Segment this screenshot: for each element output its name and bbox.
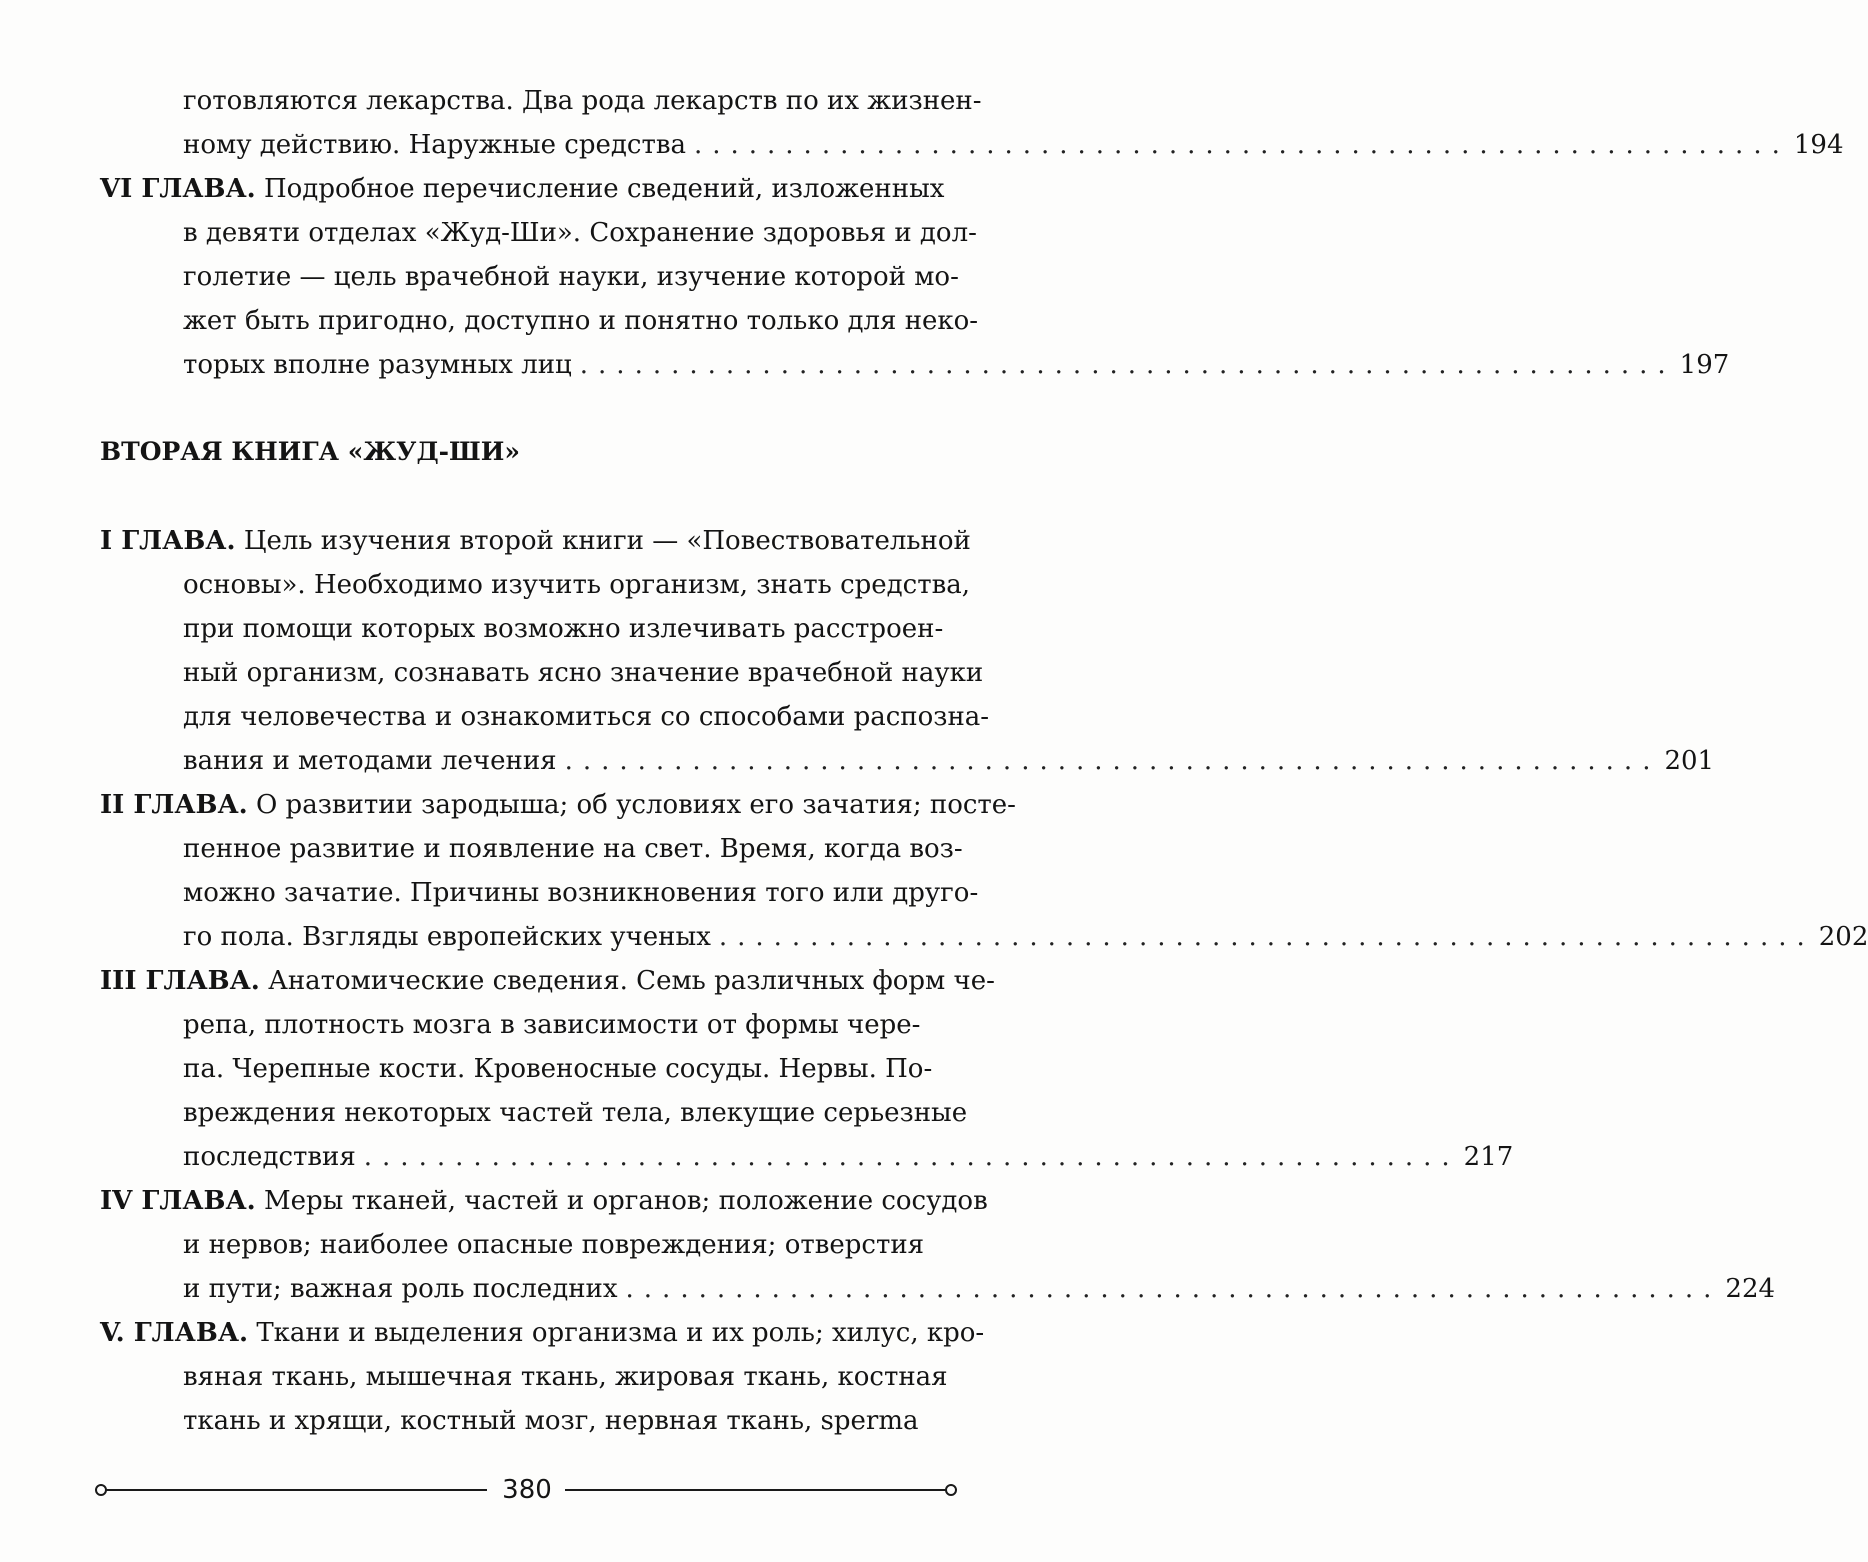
toc-line [100, 783, 1016, 827]
toc-line [183, 1267, 1776, 1311]
chapter-label: V. ГЛАВА. [100, 1318, 249, 1348]
toc-line [183, 255, 959, 299]
toc-line-text [100, 174, 944, 204]
toc-page-number: 217 [1463, 1142, 1514, 1172]
toc-text: торых вполне разумных лиц [183, 350, 572, 380]
toc-line-text [100, 966, 995, 996]
toc-line [183, 79, 982, 123]
toc-text: Ткани и выделения организма и их роль; хилус, кро- [256, 1318, 985, 1348]
chapter-label: VI ГЛАВА. [100, 174, 256, 204]
toc-line-text [100, 1186, 988, 1216]
toc-line-text [183, 702, 989, 732]
toc-line-text [183, 834, 963, 864]
footer-ornament-right [945, 1484, 957, 1496]
toc-line-text [183, 1098, 967, 1128]
toc-text: па. Черепные кости. Кровеносные сосуды. Нервы. По- [183, 1054, 933, 1084]
footer-rule-left [105, 1489, 487, 1491]
toc-line [100, 167, 945, 211]
toc-text: голетие — цель врачебной науки, изучение которой мо- [183, 262, 959, 292]
toc-page-number: 194 [1793, 130, 1844, 160]
chapter-label: III ГЛАВА. [100, 966, 260, 996]
dot-leader: ............................................................ [363, 1142, 1460, 1172]
toc-text: ткань и хрящи, костный мозг, нервная ткань, sperma [183, 1406, 919, 1436]
toc-line [183, 1399, 919, 1443]
toc-line-text [183, 1267, 618, 1311]
toc-line [183, 211, 977, 255]
toc-text: Анатомические сведения. Семь различных форм че- [268, 966, 995, 996]
toc-line-text [183, 570, 970, 600]
toc-line [183, 827, 963, 871]
dot-leader: ............................................................ [693, 130, 1790, 160]
toc-line [183, 1135, 1514, 1179]
toc-line-text [183, 1054, 932, 1084]
toc-line-text [183, 658, 983, 688]
page-number: 380 [502, 1475, 552, 1505]
toc-line-text [183, 123, 686, 167]
toc-line [183, 299, 979, 343]
toc-page-number: 202 [1818, 922, 1868, 952]
toc-text: вания и методами лечения [183, 746, 557, 776]
toc-line [183, 1047, 933, 1091]
toc-line [183, 123, 1844, 167]
toc-text: можно зачатие. Причины возникновения того или друго- [183, 878, 979, 908]
toc-text: пенное развитие и появление на свет. Время, когда воз- [183, 834, 963, 864]
toc-text: ному действию. Наружные средства [183, 130, 686, 160]
toc-line [100, 1311, 985, 1355]
toc-text: го пола. Взгляды европейских ученых [183, 922, 711, 952]
toc-line-text [183, 306, 978, 336]
toc-line [183, 607, 944, 651]
toc-text: Цель изучения второй книги — «Повествовательной [243, 526, 971, 556]
toc-line-text [183, 86, 982, 116]
toc-text: для человечества и ознакомиться со способами распозна- [183, 702, 990, 732]
toc-text: О развитии зародыша; об условиях его зачатия; посте- [255, 790, 1016, 820]
toc-line-text [183, 739, 557, 783]
toc-line-text [183, 343, 572, 387]
toc-page-number: 197 [1679, 350, 1730, 380]
toc-line-text [183, 1406, 919, 1436]
toc-line [183, 915, 1868, 959]
dot-leader: ............................................................ [579, 350, 1676, 380]
toc-text: готовляются лекарства. Два рода лекарств по их жизнен- [183, 86, 982, 116]
page-footer [95, 1472, 965, 1508]
toc-line [100, 959, 995, 1003]
toc-line [183, 343, 1730, 387]
toc-line-text [100, 1318, 984, 1348]
toc-text: Подробное перечисление сведений, изложенных [263, 174, 945, 204]
toc-text: последствия [183, 1142, 356, 1172]
toc-text: Меры тканей, частей и органов; положение сосудов [263, 1186, 988, 1216]
toc-line [100, 1179, 988, 1223]
dot-leader: ............................................................ [564, 746, 1661, 776]
toc-text: в девяти отделах «Жуд-Ши». Сохранение здоровья и дол- [183, 218, 977, 248]
toc-line-text [183, 1230, 924, 1260]
toc-page-number: 201 [1664, 746, 1715, 776]
toc-line [183, 1091, 968, 1135]
toc-line-text [183, 1010, 920, 1040]
toc-line-text [183, 1135, 356, 1179]
toc-line [183, 695, 990, 739]
toc-line-text [183, 878, 978, 908]
toc-text: и пути; важная роль последних [183, 1274, 618, 1304]
toc-line [183, 1003, 921, 1047]
toc-line-text [183, 915, 711, 959]
toc-line-text [183, 614, 943, 644]
toc-line-text [183, 1362, 948, 1392]
toc-text: и нервов; наиболее опасные повреждения; отверстия [183, 1230, 925, 1260]
dot-leader: ............................................................ [625, 1274, 1722, 1304]
toc-text: вреждения некоторых частей тела, влекущие серьезные [183, 1098, 968, 1128]
toc-line [183, 651, 984, 695]
toc-line [183, 563, 971, 607]
toc-text: основы». Необходимо изучить организм, знать средства, [183, 570, 971, 600]
toc-line-text [183, 262, 959, 292]
dot-leader: ............................................................ [718, 922, 1815, 952]
toc-line [183, 871, 979, 915]
chapter-label: IV ГЛАВА. [100, 1186, 256, 1216]
toc-line-text [183, 218, 977, 248]
toc-text: при помощи которых возможно излечивать расстроен- [183, 614, 944, 644]
toc-text: вяная ткань, мышечная ткань, жировая ткань, костная [183, 1362, 948, 1392]
chapter-label: II ГЛАВА. [100, 790, 248, 820]
toc-page-number: 224 [1725, 1274, 1776, 1304]
footer-rule-right [565, 1489, 947, 1491]
toc-text: репа, плотность мозга в зависимости от формы чере- [183, 1010, 921, 1040]
chapter-label: I ГЛАВА. [100, 526, 236, 556]
toc-text: жет быть пригодно, доступно и понятно только для неко- [183, 306, 979, 336]
toc-line [183, 1223, 925, 1267]
toc-line [183, 1355, 948, 1399]
toc-text: ный организм, сознавать ясно значение врачебной науки [183, 658, 984, 688]
toc-line [183, 739, 1715, 783]
toc-line-text [100, 526, 971, 556]
toc-line [100, 519, 971, 563]
toc-line-text [100, 790, 1016, 820]
section-heading: ВТОРАЯ КНИГА «ЖУД-ШИ» [100, 437, 520, 466]
